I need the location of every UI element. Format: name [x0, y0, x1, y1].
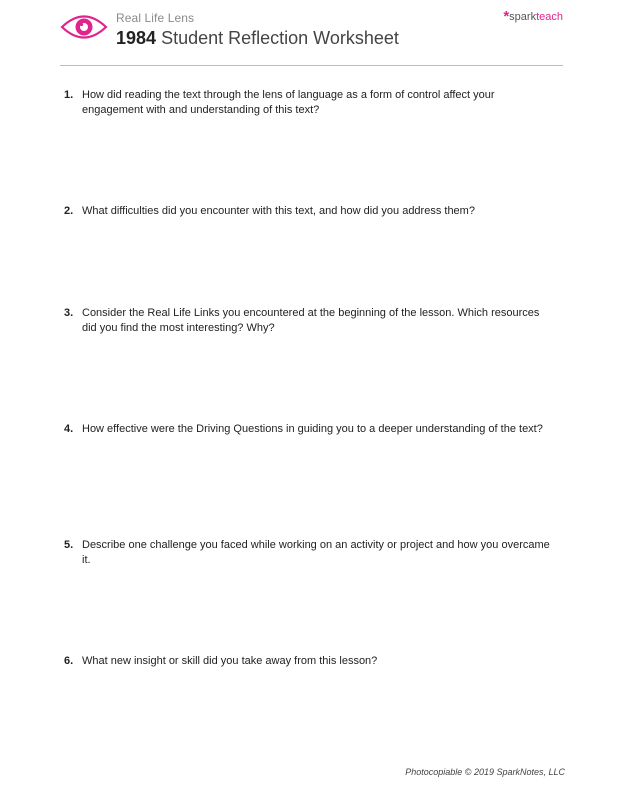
- question-1: [64, 88, 554, 118]
- asterisk-icon: *: [503, 8, 510, 25]
- question-number: 3.: [64, 307, 74, 319]
- brand-spark: spark: [509, 11, 537, 23]
- question-text: What new insight or skill did you take away from this lesson?: [82, 655, 378, 667]
- copyright-footer: Photocopiable © 2019 SparkNotes, LLC: [405, 767, 565, 777]
- question-text: How did reading the text through the lens of language as a form of control affect your engagement with and understanding of this text?: [82, 89, 495, 116]
- sparkteach-logo: [503, 8, 563, 25]
- question-number: 5.: [64, 539, 74, 551]
- title-rest: Student Reflection Worksheet: [161, 28, 399, 48]
- header-divider: [60, 65, 563, 66]
- series-label: Real Life Lens: [116, 11, 195, 25]
- eye-icon: [60, 10, 108, 44]
- question-number: 2.: [64, 205, 74, 217]
- question-6: [64, 654, 554, 669]
- question-number: 1.: [64, 89, 74, 101]
- question-text: Describe one challenge you faced while working on an activity or project and how you overcame it.: [82, 539, 550, 566]
- question-text: What difficulties did you encounter with this text, and how did you address them?: [82, 205, 475, 217]
- brand-teach: teach: [536, 11, 563, 23]
- question-text: How effective were the Driving Questions in guiding you to a deeper understanding of the text?: [82, 423, 543, 435]
- title-book: 1984: [116, 28, 157, 48]
- question-4: [64, 422, 554, 437]
- question-number: 6.: [64, 655, 74, 667]
- question-5: [64, 538, 554, 568]
- question-3: [64, 306, 554, 336]
- question-number: 4.: [64, 423, 74, 435]
- page-title: [116, 28, 399, 49]
- question-2: [64, 204, 554, 219]
- question-text: Consider the Real Life Links you encountered at the beginning of the lesson. Which resources did you find the most interesting? Why?: [82, 307, 540, 334]
